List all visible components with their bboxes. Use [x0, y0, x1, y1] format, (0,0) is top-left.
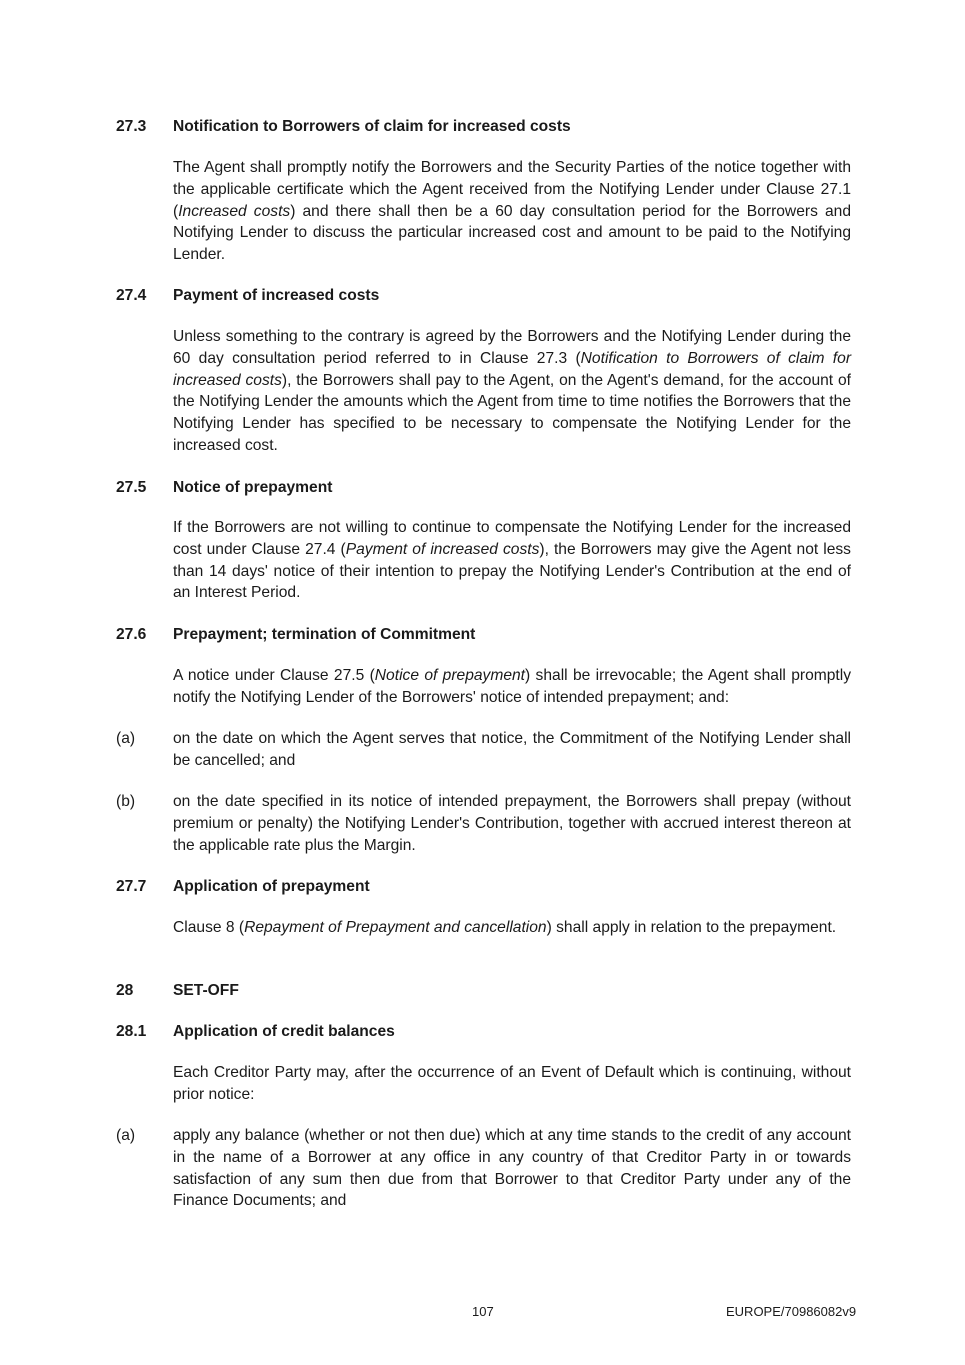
list-marker: (a): [116, 730, 136, 747]
paragraph-27-7: Clause 8 (Repayment of Prepayment and cancellation) shall apply in relation to the prepayment.: [173, 919, 837, 936]
section-title: SET-OFF: [173, 982, 239, 999]
section-title: Prepayment; termination of Commitment: [173, 626, 476, 643]
section-number: 28.1: [116, 1023, 147, 1040]
paragraph-27-6: A notice under Clause 27.5 (Notice of prepayment) shall be irrevocable; the Agent shall promptly notify the Notifying Lender of the Borrowers' notice of intended prepayment; and:: [173, 667, 852, 706]
list-item-text: on the date on which the Agent serves that notice, the Commitment of the Notifying Lender shall be cancelled; and: [173, 730, 851, 769]
list-marker: (b): [116, 793, 136, 810]
section-title: Notice of prepayment: [173, 479, 333, 496]
section-number: 27.7: [116, 878, 147, 895]
section-title: Notification to Borrowers of claim for increased costs: [173, 118, 571, 135]
section-number: 28: [116, 982, 134, 999]
paragraph-27-5: If the Borrowers are not willing to continue to compensate the Notifying Lender for the increased cost under Clause 27.4 (Payment of increased costs), the Borrowers may give the Agent not less than 14 days' notice of their intention to prepay the Notifying Lender's Contribution at the end of an Interest Period.: [173, 519, 851, 602]
list-item-text: apply any balance (whether or not then due) which at any time stands to the credit of any account in the name of a Borrower at any office in any country of that Creditor Party in or towards satisfaction of any sum then due from that Borrower to that Creditor Party under any of the Finance Documents; and: [173, 1127, 851, 1210]
paragraph-28-1: Each Creditor Party may, after the occurrence of an Event of Default which is continuing, without prior notice:: [173, 1064, 851, 1103]
section-number: 27.4: [116, 287, 147, 304]
section-number: 27.6: [116, 626, 147, 643]
paragraph-27-3: The Agent shall promptly notify the Borrowers and the Security Parties of the notice together with the applicable certificate which the Agent received from the Notifying Lender under Clause 27.1 (Increased costs) and there shall then be a 60 day consultation period for the Borrowers and Notifying Lender to discuss the particular increased cost and amount to be paid to the Notifying Lender.: [173, 159, 851, 264]
section-title: Application of credit balances: [173, 1023, 395, 1040]
page-number: 107: [472, 1304, 494, 1319]
list-item-text: on the date specified in its notice of intended prepayment, the Borrowers shall prepay (without premium or penalty) the Notifying Lender's Contribution, together with accrued interest thereon at the applicable rate plus the Margin.: [173, 793, 851, 854]
section-title: Application of prepayment: [173, 878, 370, 895]
section-number: 27.5: [116, 479, 147, 496]
document-reference: EUROPE/70986082v9: [726, 1304, 857, 1319]
list-marker: (a): [116, 1127, 136, 1144]
section-number: 27.3: [116, 118, 147, 135]
section-title: Payment of increased costs: [173, 287, 380, 304]
paragraph-27-4: Unless something to the contrary is agreed by the Borrowers and the Notifying Lender during the 60 day consultation period referred to in Clause 27.3 (Notification to Borrowers of claim for increased costs), the Borrowers shall pay to the Agent, on the Agent's demand, for the account of the Notifying Lender the amounts which the Agent from time to time notifies the Borrowers that the Notifying Lender has specified to be necessary to compensate the Notifying Lender for the increased cost.: [173, 328, 852, 454]
